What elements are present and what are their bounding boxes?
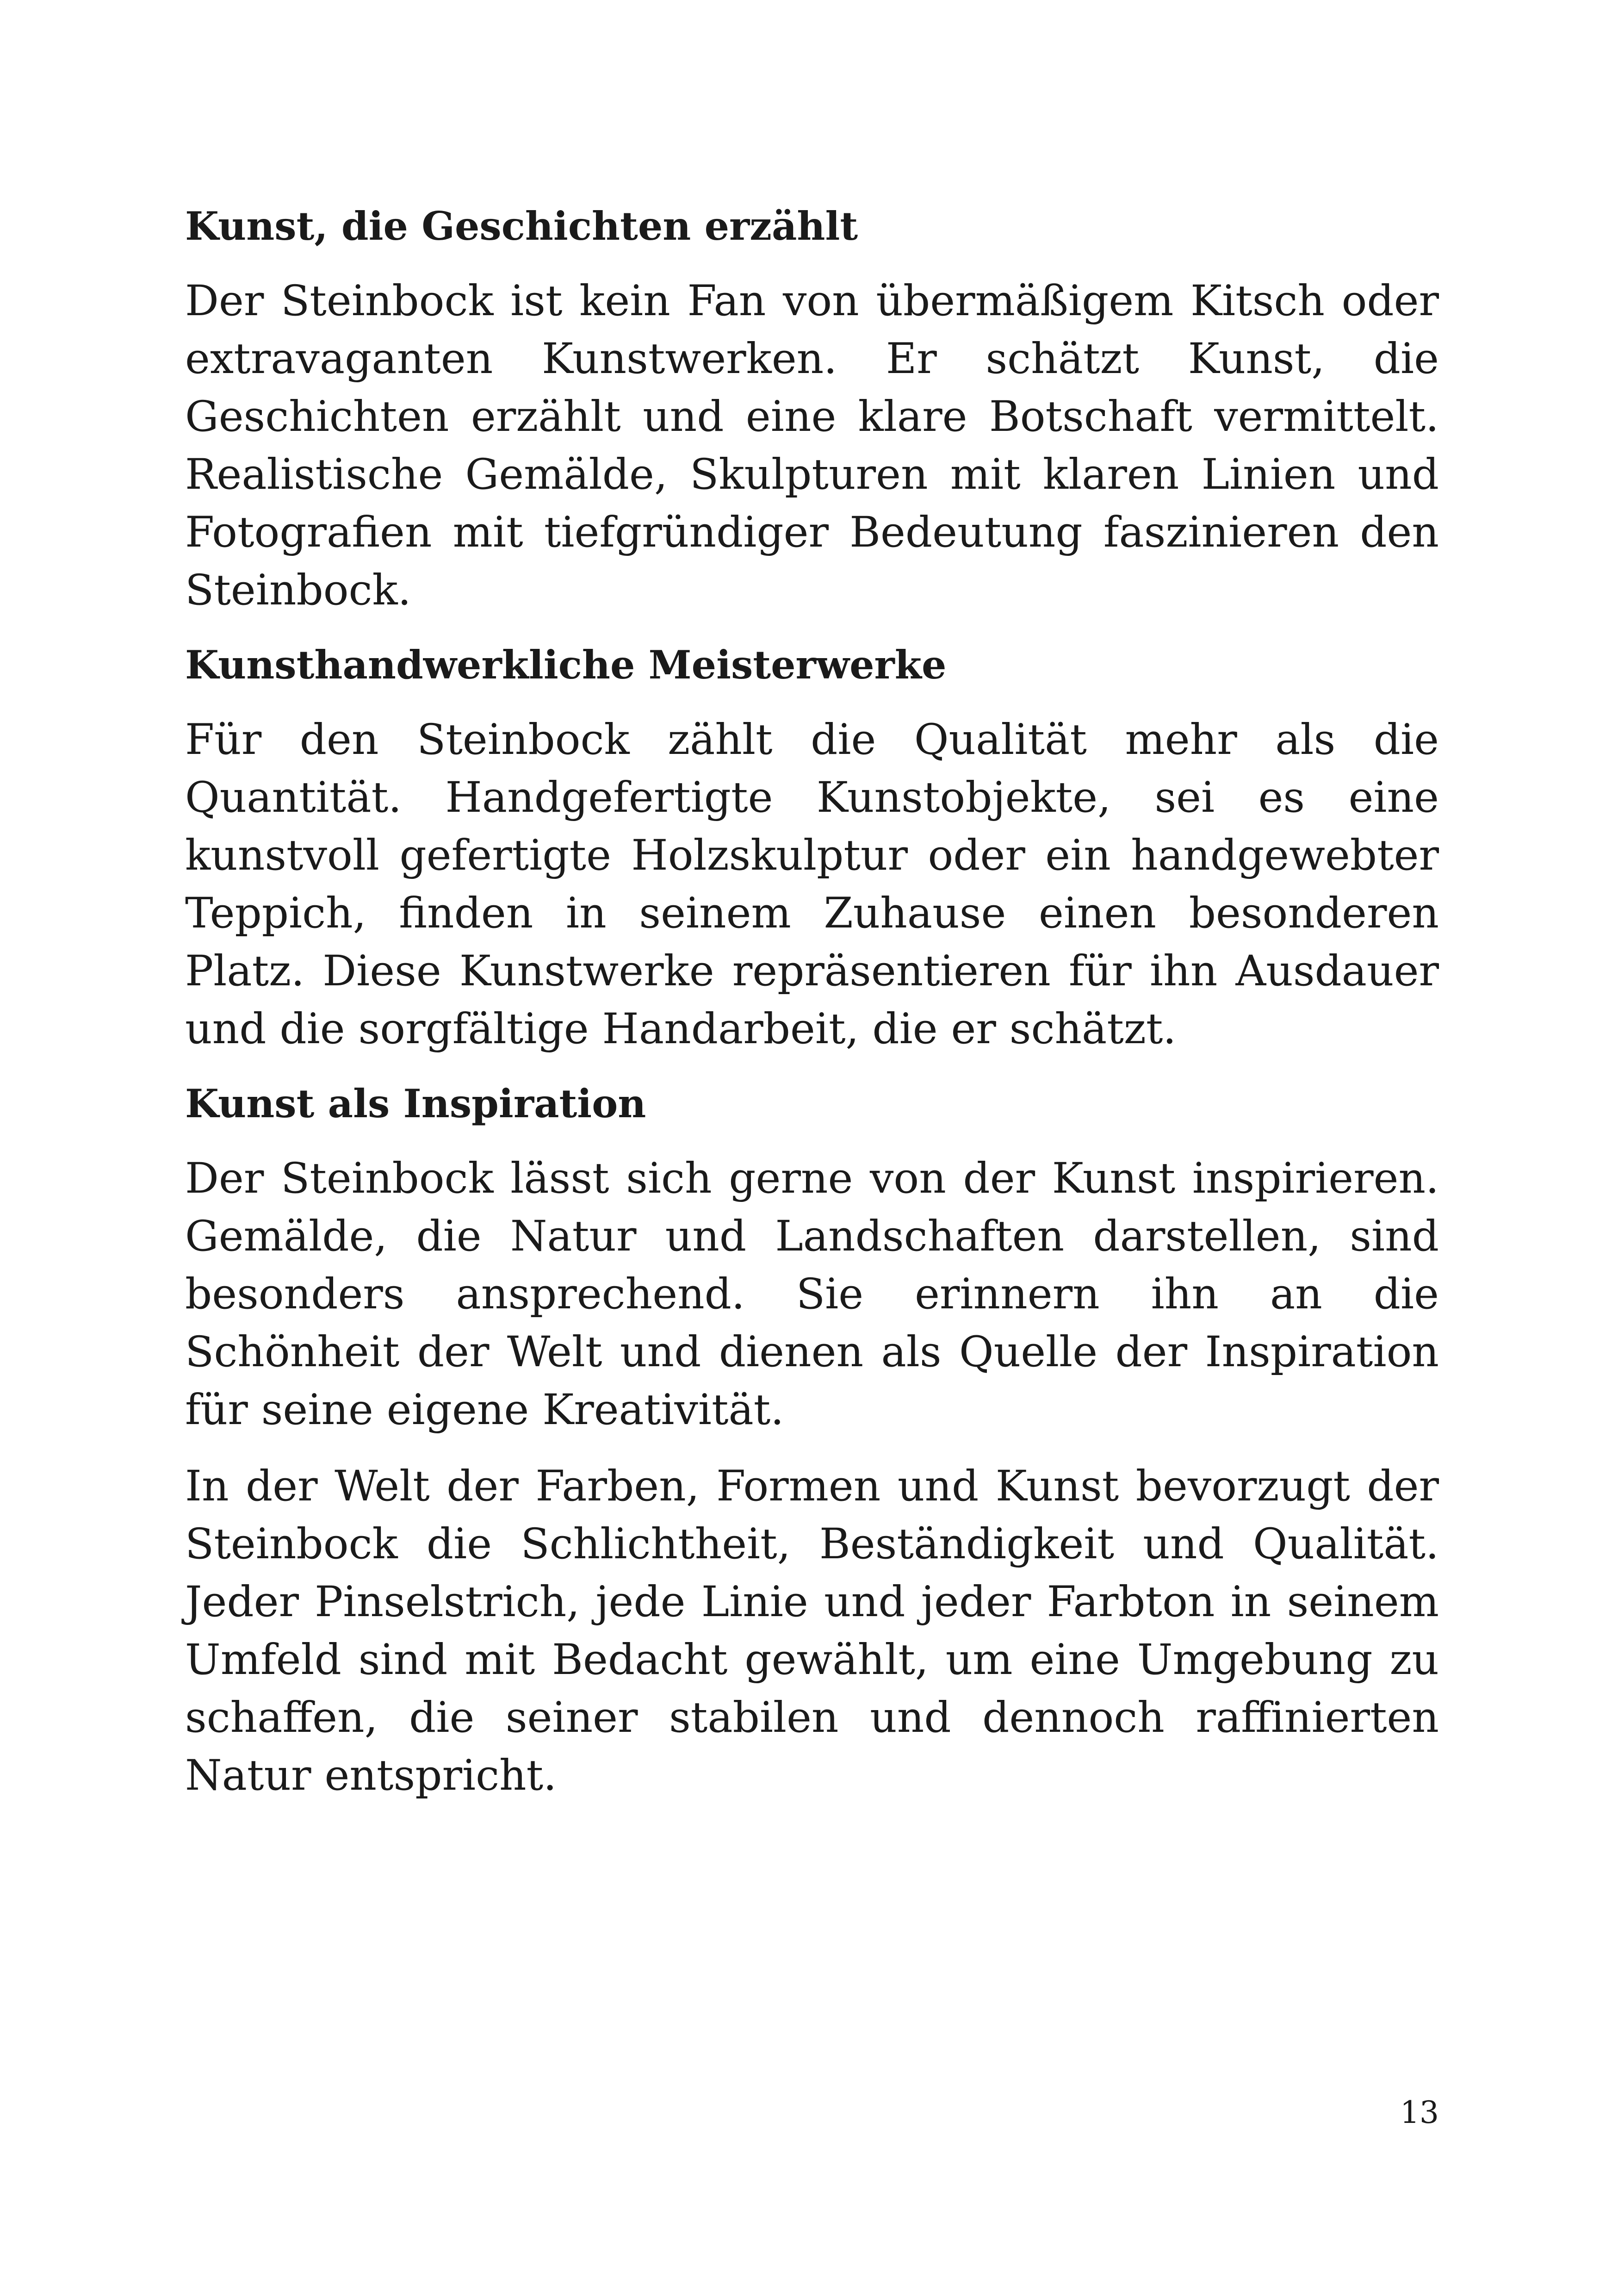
closing-paragraph: In der Welt der Farben, Formen und Kunst bevorzugt der Steinbock die Schlichtheit, Beständigkeit und Qualität. Jeder Pinselstrich, jede Linie und jeder Farbton in seinem Umfeld sind mit Bedacht gewählt, um eine Umgebung zu schaffen, die seiner stabilen und dennoch raffinierten Natur entspricht.: [185, 1462, 1439, 1800]
section-craft-masterpieces: [185, 638, 1439, 1058]
section-heading: Kunst als Inspiration: [185, 1081, 646, 1126]
section-paragraph: Der Steinbock ist kein Fan von übermäßigem Kitsch oder extravaganten Kunstwerken. Er schätzt Kunst, die Geschichten erzählt und eine klare Botschaft vermittelt. Realistische Gemälde, Skulpturen mit klaren Linien und Fotografien mit tiefgründiger Bedeutung faszinieren den Steinbock.: [185, 277, 1439, 615]
section-art-tells-stories: [185, 199, 1439, 619]
page-number: 13: [1400, 2095, 1439, 2130]
section-paragraph: Der Steinbock lässt sich gerne von der Kunst inspirieren. Gemälde, die Natur und Landschaften darstellen, sind besonders ansprechend. Sie erinnern ihn an die Schönheit der Welt und dienen als Quelle der Inspiration für seine eigene Kreativität.: [185, 1154, 1439, 1434]
section-heading: Kunsthandwerkliche Meisterwerke: [185, 642, 947, 688]
section-art-as-inspiration: [185, 1076, 1439, 1439]
section-paragraph: Für den Steinbock zählt die Qualität mehr als die Quantität. Handgefertigte Kunstobjekte, sei es eine kunstvoll gefertigte Holzskulptur oder ein handgewebter Teppich, finden in seinem Zuhause einen besonderen Platz. Diese Kunstwerke repräsentieren für ihn Ausdauer und die sorgfältige Handarbeit, die er schätzt.: [185, 716, 1439, 1053]
section-heading: Kunst, die Geschichten erzählt: [185, 203, 858, 249]
page-body: [185, 199, 1439, 1823]
